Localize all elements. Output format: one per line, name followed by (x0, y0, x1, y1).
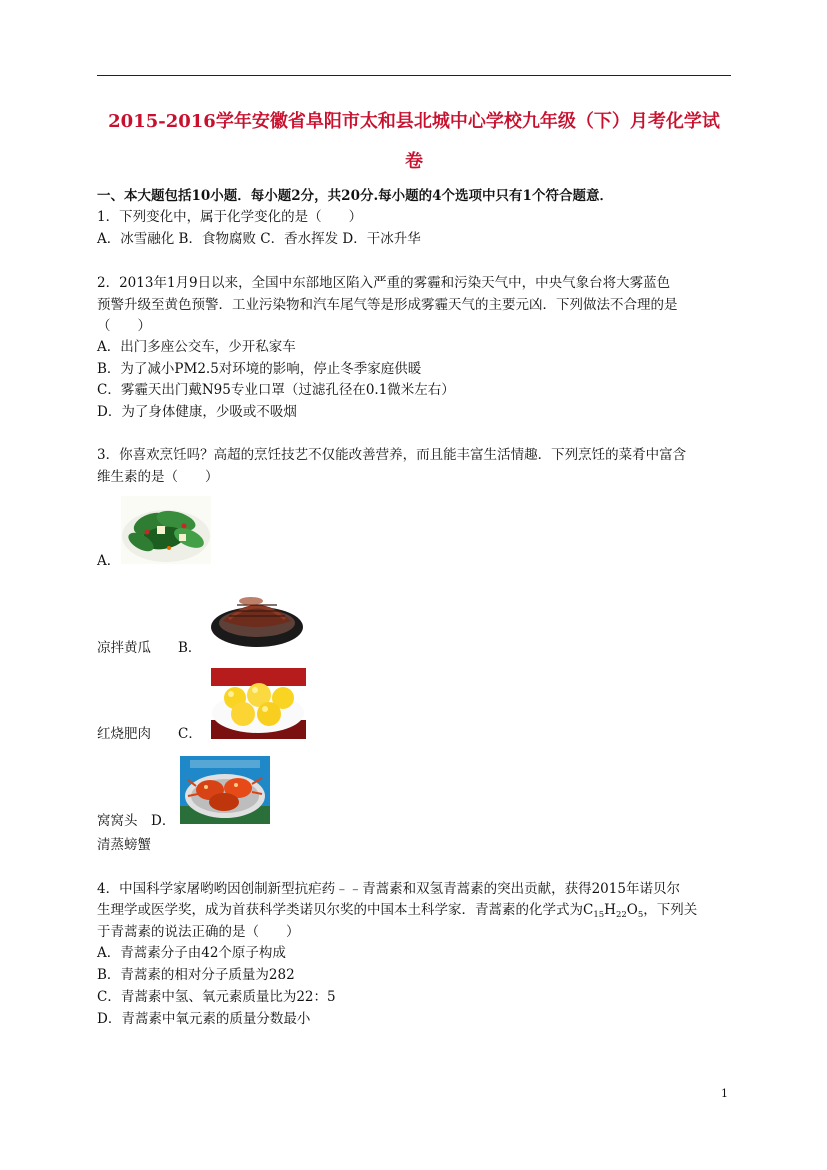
formula-h: H (604, 902, 616, 918)
header-rule (97, 75, 731, 76)
question-4-stem-line1: 4．中国科学家屠哟哟因创制新型抗疟药﹣﹣青蒿素和双氢青蒿素的突出贡献，获得2015年诺贝尔 (97, 881, 680, 897)
question-3-stem-line2: 维生素的是（ ） (97, 469, 219, 485)
document-title-line1: 2015-2016学年安徽省阜阳市太和县北城中心学校九年级（下）月考化学试 (108, 111, 720, 132)
question-1-stem: 1．下列变化中，属于化学变化的是（ ） (97, 209, 363, 225)
question-2-option-b: B．为了减小PM2.5对环境的影响，停止冬季家庭供暖 (97, 361, 422, 377)
question-4-option-d: D．青蒿素中氧元素的质量分数最小 (97, 1011, 311, 1027)
question-2-option-d: D．为了身体健康，少吸或不吸烟 (97, 404, 297, 420)
formula-o: O (626, 902, 638, 918)
question-2-stem-line2: 预警升级至黄色预警．工业污染物和汽车尾气等是形成雾霾天气的主要元凶．下列做法不合理的是 (97, 297, 678, 313)
question-2-option-a: A．出门多座公交车，少开私家车 (97, 339, 296, 355)
question-4-option-b: B．青蒿素的相对分子质量为282 (97, 967, 295, 983)
question-4-stem-line2-post: ，下列关 (643, 902, 698, 918)
corn-buns-image (211, 668, 306, 739)
braised-pork-image (207, 589, 307, 650)
question-3-label-c: 红烧肥肉 C． (97, 726, 202, 742)
document-title-line2: 卷 (405, 151, 423, 172)
question-3-label-d: 窝窝头 D． (97, 813, 176, 829)
question-1-options: A．冰雪融化 B．食物腐败 C．香水挥发 D．干冰升华 (97, 231, 421, 247)
question-2-stem-line3: （ ） (97, 318, 151, 334)
question-4-stem-line2 (97, 901, 697, 921)
question-3-stem-line1: 3．你喜欢烹饪吗？高超的烹饪技艺不仅能改善营养，而且能丰富生活情趣．下列烹饪的菜肴中富含 (97, 447, 687, 463)
question-4-stem-line2-pre: 生理学或医学奖，成为首获科学类诺贝尔奖的中国本土科学家．青蒿素的化学式为C (97, 902, 594, 918)
question-4-option-c: C．青蒿素中氢、氧元素质量比为22：5 (97, 989, 336, 1005)
question-2-stem-line1: 2．2013年1月9日以来，全国中东部地区陷入严重的雾霾和污染天气中，中央气象台将大雾蓝色 (97, 275, 671, 291)
cucumber-salad-image (121, 496, 211, 564)
steamed-crabs-image (180, 756, 270, 824)
question-3-label-end: 清蒸螃蟹 (97, 837, 151, 853)
formula-subscript-h: 22 (615, 910, 627, 920)
formula-subscript-o: 5 (637, 910, 644, 920)
section-header: 一、本大题包括10小题．每小题2分，共20分.每小题的4个选项中只有1个符合题意． (97, 188, 613, 204)
formula-subscript-c: 15 (593, 910, 605, 920)
question-3-label-b: 凉拌黄瓜 B． (97, 640, 202, 656)
question-4-option-a: A．青蒿素分子由42个原子构成 (97, 945, 286, 961)
question-4-stem-line3: 于青蒿素的说法正确的是（ ） (97, 924, 300, 940)
question-2-option-c: C．雾霾天出门戴N95专业口罩（过滤孔径在0.1微米左右） (97, 382, 455, 398)
question-3-label-a: A． (97, 553, 121, 569)
page-number: 1 (721, 1087, 728, 1100)
